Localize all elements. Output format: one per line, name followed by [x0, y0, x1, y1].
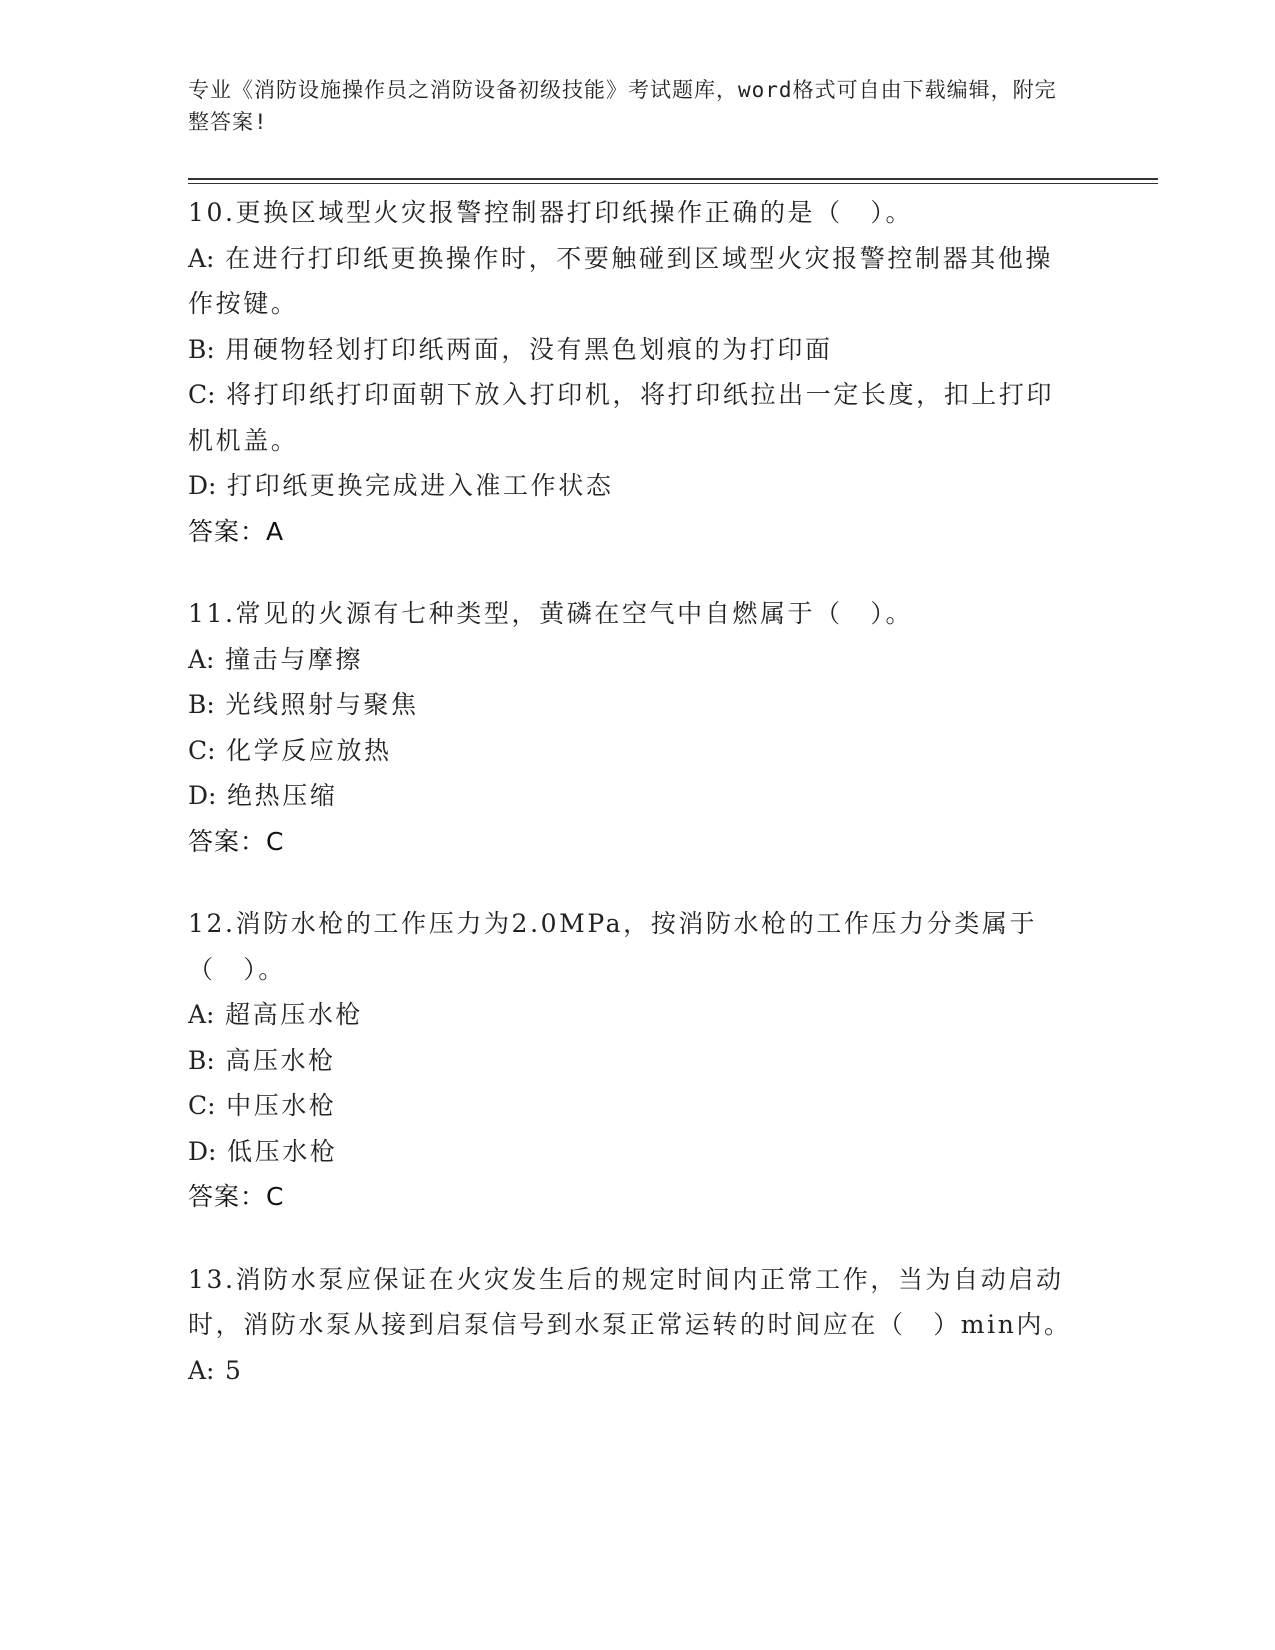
option-text: 化学反应放热 — [226, 735, 392, 765]
option-a — [188, 236, 1078, 327]
option-text: 5 — [225, 1355, 244, 1385]
option-label: C: — [188, 1091, 216, 1120]
option-text: 光线照射与聚焦 — [225, 690, 419, 719]
option-text: 将打印纸打印面朝下放入打印机，将打印纸拉出一定长度，扣上打印机机盖。 — [188, 380, 1055, 455]
option-text: 低压水枪 — [227, 1136, 338, 1166]
option-label: B: — [188, 690, 215, 719]
option-b — [188, 327, 1078, 373]
option-c — [188, 1083, 1078, 1129]
option-text: 在进行打印纸更换操作时，不要触碰到区域型火灾报警控制器其他操作按键。 — [188, 243, 1054, 318]
option-label: D: — [188, 1136, 217, 1166]
question-stem: 10.更换区域型火灾报警控制器打印纸操作正确的是（ ）。 — [188, 198, 914, 227]
option-text: 绝热压缩 — [227, 781, 338, 810]
header-note: 专业《消防设施操作员之消防设备初级技能》考试题库，word格式可自由下载编辑，附完整答案! — [188, 78, 1057, 134]
option-c — [188, 372, 1078, 463]
question-13 — [188, 1257, 1078, 1394]
option-text: 中压水枪 — [226, 1091, 337, 1120]
question-stem: 12.消防水枪的工作压力为2.0MPa，按消防水枪的工作压力分类属于（ ）。 — [188, 909, 1038, 984]
option-label: B: — [188, 1045, 215, 1075]
question-10 — [188, 190, 1078, 554]
option-d — [188, 463, 1078, 509]
option-label: D: — [188, 471, 217, 500]
question-list — [188, 190, 1078, 1430]
option-b — [188, 1038, 1078, 1084]
option-label: D: — [188, 781, 217, 810]
option-text: 超高压水枪 — [225, 1000, 364, 1029]
option-label: C: — [188, 735, 216, 765]
option-a — [188, 992, 1078, 1038]
option-a — [188, 637, 1078, 683]
header-divider-thick — [188, 178, 1158, 180]
header-divider-thin — [188, 183, 1158, 184]
question-stem: 13.消防水泵应保证在火灾发生后的规定时间内正常工作，当为自动启动时，消防水泵从接到启泵信号到水泵正常运转的时间应在（ ）min内。 — [188, 1264, 1072, 1339]
option-text: 用硬物轻划打印纸两面，没有黑色划痕的为打印面 — [225, 334, 833, 364]
question-stem: 11.常见的火源有七种类型，黄磷在空气中自燃属于（ ）。 — [188, 599, 914, 628]
option-label: B: — [188, 334, 215, 364]
option-label: A: — [188, 644, 215, 674]
option-label: C: — [188, 380, 216, 409]
option-b — [188, 682, 1078, 728]
option-c — [188, 728, 1078, 774]
option-label: A: — [188, 243, 215, 273]
question-12 — [188, 901, 1078, 1220]
option-label: A: — [188, 1000, 215, 1029]
option-label: A: — [188, 1355, 215, 1385]
option-text: 打印纸更换完成进入准工作状态 — [227, 471, 614, 500]
option-d — [188, 1129, 1078, 1175]
answer-line: 答案：C — [188, 1182, 285, 1211]
answer-line: 答案：A — [188, 516, 285, 546]
answer-line: 答案：C — [188, 826, 285, 856]
option-text: 撞击与摩擦 — [225, 644, 364, 674]
option-text: 高压水枪 — [225, 1045, 336, 1075]
option-d — [188, 773, 1078, 819]
option-a — [188, 1348, 1078, 1394]
question-11 — [188, 591, 1078, 864]
